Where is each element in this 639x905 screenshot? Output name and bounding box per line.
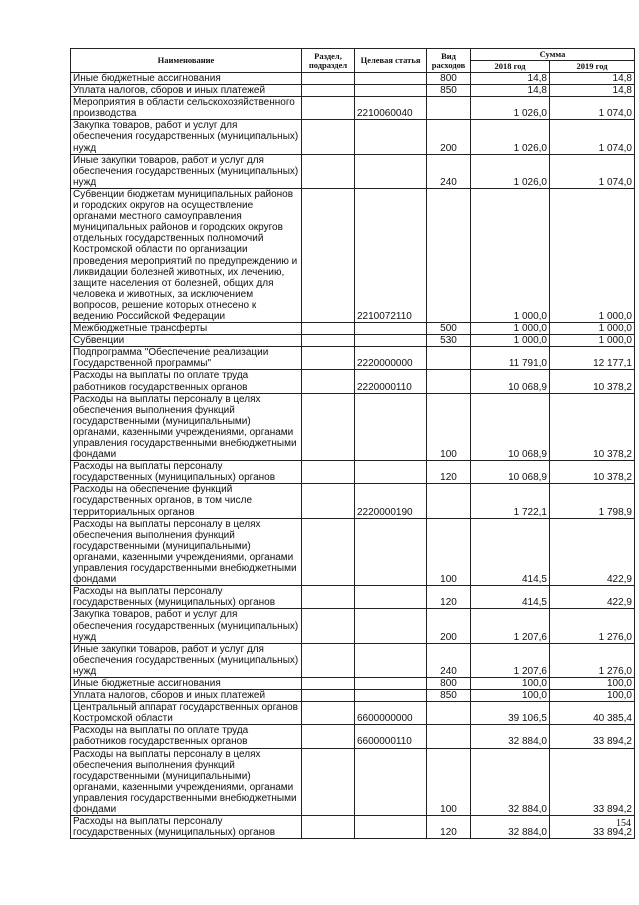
cell-expense-type [427, 370, 471, 393]
cell-sum-2018: 10 068,9 [471, 393, 550, 461]
cell-name: Уплата налогов, сборов и иных платежей [71, 85, 302, 97]
cell-sum-2019: 1 000,0 [550, 335, 635, 347]
table-row [71, 725, 635, 748]
table-row [71, 518, 635, 586]
cell-section [302, 677, 355, 689]
cell-article [355, 609, 427, 643]
cell-article [355, 677, 427, 689]
cell-article: 2210072110 [355, 188, 427, 322]
cell-expense-type: 240 [427, 643, 471, 677]
cell-expense-type: 240 [427, 154, 471, 188]
cell-section [302, 335, 355, 347]
cell-sum-2019: 100,0 [550, 677, 635, 689]
cell-article [355, 586, 427, 609]
cell-name: Расходы на выплаты персоналу в целях обеспечения выполнения функций государственными (муниципальными) органами, казенными учреждениями, органами управления государственными внебюджетными фондами [71, 748, 302, 816]
table-row [71, 323, 635, 335]
cell-article [355, 643, 427, 677]
cell-sum-2019: 422,9 [550, 518, 635, 586]
cell-name: Расходы на выплаты по оплате труда работников государственных органов [71, 370, 302, 393]
cell-name: Центральный аппарат государственных органов Костромской области [71, 702, 302, 725]
cell-sum-2019: 12 177,1 [550, 347, 635, 370]
cell-section [302, 748, 355, 816]
cell-sum-2018: 1 000,0 [471, 323, 550, 335]
cell-name: Расходы на выплаты персоналу в целях обеспечения выполнения функций государственными (муниципальными) органами, казенными учреждениями, органами управления государственными внебюджетными фондами [71, 518, 302, 586]
cell-article: 6600000110 [355, 725, 427, 748]
cell-name: Расходы на выплаты персоналу государственных (муниципальных) органов [71, 586, 302, 609]
cell-section [302, 702, 355, 725]
cell-sum-2018: 10 068,9 [471, 461, 550, 484]
cell-section [302, 73, 355, 85]
cell-sum-2019: 1 074,0 [550, 97, 635, 120]
cell-expense-type: 120 [427, 586, 471, 609]
cell-article [355, 690, 427, 702]
cell-name: Расходы на выплаты персоналу государственных (муниципальных) органов [71, 461, 302, 484]
cell-sum-2018: 1 207,6 [471, 609, 550, 643]
cell-sum-2019: 1 798,9 [550, 484, 635, 518]
table-row [71, 73, 635, 85]
cell-sum-2018: 32 884,0 [471, 816, 550, 839]
cell-name: Мероприятия в области сельскохозяйственного производства [71, 97, 302, 120]
table-row [71, 154, 635, 188]
cell-expense-type: 100 [427, 393, 471, 461]
cell-sum-2018: 39 106,5 [471, 702, 550, 725]
cell-section [302, 609, 355, 643]
cell-section [302, 484, 355, 518]
cell-sum-2019: 1 074,0 [550, 120, 635, 154]
cell-sum-2019: 1 000,0 [550, 323, 635, 335]
cell-name: Подпрограмма "Обеспечение реализации Государственной программы" [71, 347, 302, 370]
cell-expense-type: 100 [427, 518, 471, 586]
cell-article [355, 323, 427, 335]
cell-expense-type: 850 [427, 690, 471, 702]
table-row [71, 643, 635, 677]
cell-name: Уплата налогов, сборов и иных платежей [71, 690, 302, 702]
cell-article [355, 335, 427, 347]
table-body [71, 73, 635, 839]
cell-section [302, 323, 355, 335]
cell-section [302, 518, 355, 586]
table-header-row [71, 49, 635, 61]
cell-section [302, 461, 355, 484]
budget-document [70, 48, 634, 839]
table-row [71, 370, 635, 393]
cell-section [302, 97, 355, 120]
cell-sum-2018: 100,0 [471, 677, 550, 689]
cell-sum-2019: 33 894,2 [550, 816, 635, 839]
cell-article: 6600000000 [355, 702, 427, 725]
cell-section [302, 816, 355, 839]
table-row [71, 816, 635, 839]
table-row [71, 461, 635, 484]
cell-sum-2019: 33 894,2 [550, 748, 635, 816]
cell-sum-2019: 1 000,0 [550, 188, 635, 322]
header-name: Наименование [71, 49, 302, 73]
header-article: Целевая статья [355, 49, 427, 73]
cell-name: Закупка товаров, работ и услуг для обеспечения государственных (муниципальных) нужд [71, 609, 302, 643]
cell-name: Расходы на выплаты персоналу государственных (муниципальных) органов [71, 816, 302, 839]
cell-sum-2018: 1 026,0 [471, 120, 550, 154]
header-sum: Сумма [471, 49, 635, 61]
page-number: 154 [616, 818, 631, 829]
cell-sum-2019: 14,8 [550, 85, 635, 97]
cell-article [355, 85, 427, 97]
cell-sum-2018: 1 026,0 [471, 97, 550, 120]
cell-expense-type: 800 [427, 73, 471, 85]
table-row [71, 609, 635, 643]
cell-sum-2019: 10 378,2 [550, 461, 635, 484]
cell-name: Субвенции [71, 335, 302, 347]
cell-sum-2019: 10 378,2 [550, 370, 635, 393]
cell-name: Закупка товаров, работ и услуг для обеспечения государственных (муниципальных) нужд [71, 120, 302, 154]
cell-sum-2019: 40 385,4 [550, 702, 635, 725]
cell-sum-2018: 1 000,0 [471, 335, 550, 347]
cell-sum-2018: 11 791,0 [471, 347, 550, 370]
cell-sum-2019: 10 378,2 [550, 393, 635, 461]
cell-name: Расходы на выплаты персоналу в целях обеспечения выполнения функций государственными (муниципальными) органами, казенными учреждениями, органами управления государственными внебюджетными фондами [71, 393, 302, 461]
cell-sum-2018: 1 000,0 [471, 188, 550, 322]
cell-article [355, 154, 427, 188]
cell-expense-type: 200 [427, 609, 471, 643]
cell-sum-2019: 33 894,2 [550, 725, 635, 748]
cell-section [302, 347, 355, 370]
cell-sum-2019: 422,9 [550, 586, 635, 609]
cell-name: Расходы на выплаты по оплате труда работников государственных органов [71, 725, 302, 748]
table-row [71, 393, 635, 461]
cell-expense-type: 200 [427, 120, 471, 154]
cell-sum-2019: 1 276,0 [550, 609, 635, 643]
table-row [71, 690, 635, 702]
cell-article [355, 393, 427, 461]
cell-name: Иные закупки товаров, работ и услуг для обеспечения государственных (муниципальных) нужд [71, 154, 302, 188]
cell-expense-type [427, 347, 471, 370]
cell-section [302, 690, 355, 702]
cell-name: Иные закупки товаров, работ и услуг для обеспечения государственных (муниципальных) нужд [71, 643, 302, 677]
header-section: Раздел, подраздел [302, 49, 355, 73]
budget-table [70, 48, 635, 839]
cell-article [355, 73, 427, 85]
cell-expense-type: 100 [427, 748, 471, 816]
table-row [71, 702, 635, 725]
cell-article [355, 518, 427, 586]
table-row [71, 586, 635, 609]
cell-sum-2018: 100,0 [471, 690, 550, 702]
table-row [71, 120, 635, 154]
cell-sum-2018: 414,5 [471, 518, 550, 586]
cell-sum-2019: 100,0 [550, 690, 635, 702]
cell-sum-2019: 1 074,0 [550, 154, 635, 188]
cell-section [302, 85, 355, 97]
table-row [71, 188, 635, 322]
cell-sum-2018: 32 884,0 [471, 725, 550, 748]
cell-sum-2018: 14,8 [471, 73, 550, 85]
cell-name: Межбюджетные трансферты [71, 323, 302, 335]
cell-section [302, 393, 355, 461]
cell-article: 2220000110 [355, 370, 427, 393]
cell-expense-type: 120 [427, 816, 471, 839]
table-row [71, 347, 635, 370]
cell-article [355, 120, 427, 154]
cell-sum-2018: 414,5 [471, 586, 550, 609]
cell-sum-2018: 1 026,0 [471, 154, 550, 188]
cell-expense-type [427, 484, 471, 518]
cell-section [302, 154, 355, 188]
table-row [71, 484, 635, 518]
cell-section [302, 120, 355, 154]
cell-article: 2220000000 [355, 347, 427, 370]
cell-sum-2018: 14,8 [471, 85, 550, 97]
cell-article [355, 748, 427, 816]
cell-expense-type: 850 [427, 85, 471, 97]
table-row [71, 335, 635, 347]
cell-expense-type [427, 97, 471, 120]
table-row [71, 85, 635, 97]
table-row [71, 677, 635, 689]
cell-section [302, 725, 355, 748]
table-row [71, 748, 635, 816]
cell-article: 2210060040 [355, 97, 427, 120]
cell-expense-type: 500 [427, 323, 471, 335]
cell-sum-2019: 14,8 [550, 73, 635, 85]
cell-name: Субвенции бюджетам муниципальных районов и городских округов на осуществление органами местного самоуправления муниципальных районов и городских округов отдельных государственных полномочий Костромской области по организации проведения мероприятий по предупреждению и ликвидации болезней животных, их лечению, защите населения от болезней, общих для человека и животных, за исключением вопросов, решение которых отнесено к ведению Российской Федерации [71, 188, 302, 322]
cell-section [302, 586, 355, 609]
cell-article [355, 816, 427, 839]
header-year-2019: 2019 год [550, 61, 635, 73]
cell-sum-2018: 1 722,1 [471, 484, 550, 518]
header-expense-type: Вид расходов [427, 49, 471, 73]
cell-expense-type: 530 [427, 335, 471, 347]
cell-article [355, 461, 427, 484]
cell-expense-type [427, 188, 471, 322]
cell-section [302, 370, 355, 393]
cell-sum-2018: 1 207,6 [471, 643, 550, 677]
cell-sum-2018: 10 068,9 [471, 370, 550, 393]
cell-section [302, 643, 355, 677]
cell-expense-type: 800 [427, 677, 471, 689]
table-row [71, 97, 635, 120]
cell-section [302, 188, 355, 322]
cell-expense-type [427, 702, 471, 725]
cell-sum-2018: 32 884,0 [471, 748, 550, 816]
cell-name: Иные бюджетные ассигнования [71, 73, 302, 85]
cell-name: Иные бюджетные ассигнования [71, 677, 302, 689]
cell-expense-type: 120 [427, 461, 471, 484]
cell-sum-2019: 1 276,0 [550, 643, 635, 677]
cell-expense-type [427, 725, 471, 748]
cell-name: Расходы на обеспечение функций государственных органов, в том числе территориальных органов [71, 484, 302, 518]
header-year-2018: 2018 год [471, 61, 550, 73]
cell-article: 2220000190 [355, 484, 427, 518]
